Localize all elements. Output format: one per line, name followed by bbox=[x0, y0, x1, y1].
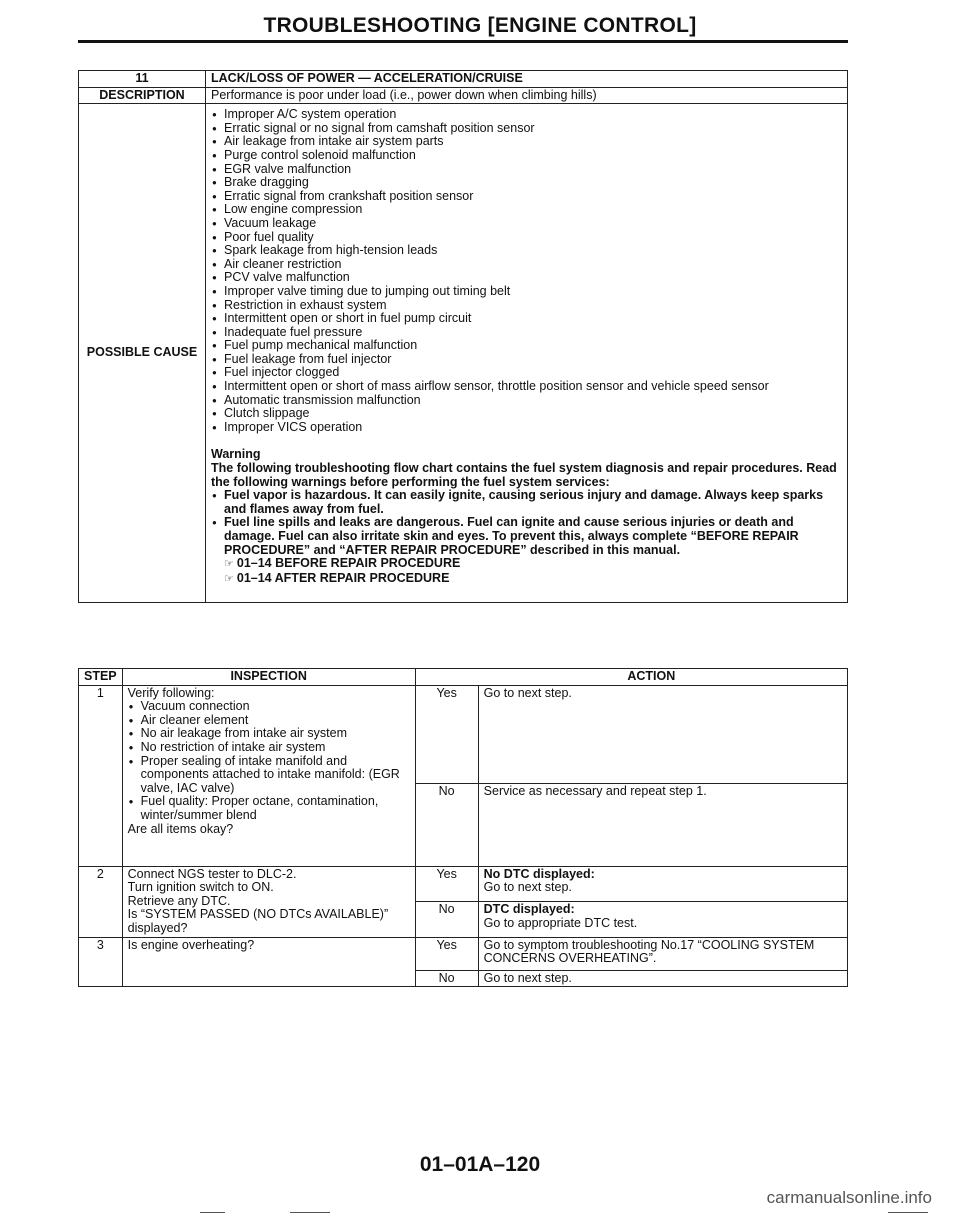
warning-block bbox=[211, 448, 842, 586]
reference-text: 01–14 AFTER REPAIR PROCEDURE bbox=[236, 570, 450, 585]
possible-cause-content bbox=[206, 104, 848, 603]
step-number: 2 bbox=[79, 866, 123, 937]
page-number: 01–01A–120 bbox=[419, 1153, 541, 1176]
list-item: ● Clutch slippage bbox=[211, 407, 842, 421]
pointing-hand-icon: ☞ bbox=[224, 572, 234, 585]
list-item: ● Purge control solenoid malfunction bbox=[211, 149, 842, 163]
no-action bbox=[478, 902, 847, 937]
list-item: ● PCV valve malfunction bbox=[211, 271, 842, 285]
scan-mark bbox=[888, 1212, 928, 1213]
step-row-1 bbox=[79, 685, 848, 783]
list-item: ● Improper A/C system operation bbox=[211, 108, 842, 122]
reference-link bbox=[211, 557, 842, 572]
yes-action: Go to symptom troubleshooting No.17 “COOLING SYSTEM CONCERNS OVERHEATING”. bbox=[478, 937, 847, 970]
list-item: ● No restriction of intake air system bbox=[128, 741, 410, 755]
possible-cause-label bbox=[79, 104, 206, 603]
yes-label: Yes bbox=[415, 937, 478, 970]
watermark: carmanualsonline.info bbox=[766, 1188, 932, 1207]
list-item: ● Fuel line spills and leaks are dangerous. Fuel can ignite and cause serious injuries or death and damage. Fuel can also irritate skin and eyes. To prevent this, always complete “BEFORE REPAIR PROCEDURE” and “AFTER REPAIR PROCEDURE” described in this manual. bbox=[211, 516, 842, 557]
no-action-title: DTC displayed: bbox=[483, 902, 575, 917]
step-inspection: Is engine overheating? bbox=[122, 937, 415, 987]
description-row bbox=[79, 87, 848, 104]
problem-title-row bbox=[79, 71, 848, 88]
list-item: ● No air leakage from intake air system bbox=[128, 727, 410, 741]
list-item: ● Air cleaner restriction bbox=[211, 258, 842, 272]
warning-list bbox=[211, 489, 842, 557]
description-label: DESCRIPTION bbox=[79, 87, 206, 104]
problem-table bbox=[78, 70, 848, 603]
warning-title: Warning bbox=[211, 447, 261, 462]
list-item: ● Poor fuel quality bbox=[211, 231, 842, 245]
list-item: ● Inadequate fuel pressure bbox=[211, 326, 842, 340]
warning-intro: The following troubleshooting flow chart contains the fuel system diagnosis and repair procedures. Read the following warnings before performing the fuel system services: bbox=[211, 461, 837, 489]
yes-action-text: Go to next step. bbox=[483, 880, 572, 895]
step-row-2 bbox=[79, 866, 848, 901]
list-item: ● Fuel leakage from fuel injector bbox=[211, 353, 842, 367]
list-item: ● Intermittent open or short of mass airflow sensor, throttle position sensor and vehicle speed sensor bbox=[211, 380, 842, 394]
list-item: ● Fuel quality: Proper octane, contamination, winter/summer blend bbox=[128, 795, 410, 822]
list-item: ● Improper valve timing due to jumping out timing belt bbox=[211, 285, 842, 299]
reference-text: 01–14 BEFORE REPAIR PROCEDURE bbox=[236, 556, 461, 571]
list-item: ● Erratic signal or no signal from camshaft position sensor bbox=[211, 122, 842, 136]
no-label: No bbox=[415, 783, 478, 866]
list-item: ● Brake dragging bbox=[211, 176, 842, 190]
scan-mark bbox=[290, 1212, 330, 1213]
inspection-list bbox=[128, 700, 410, 822]
no-action-text: Go to appropriate DTC test. bbox=[483, 915, 638, 930]
inspection-line: Connect NGS tester to DLC-2. bbox=[127, 866, 297, 881]
inspection-question: Are all items okay? bbox=[127, 821, 234, 836]
cause-list bbox=[211, 108, 842, 434]
list-item: ● Restriction in exhaust system bbox=[211, 299, 842, 313]
step-row-3 bbox=[79, 937, 848, 970]
list-item: ● Intermittent open or short in fuel pump circuit bbox=[211, 312, 842, 326]
step-number: 1 bbox=[79, 685, 123, 866]
list-item: ● Air cleaner element bbox=[128, 714, 410, 728]
problem-title: LACK/LOSS OF POWER — ACCELERATION/CRUISE bbox=[206, 71, 848, 88]
scan-mark bbox=[200, 1212, 225, 1213]
title-rule bbox=[78, 40, 848, 43]
inspection-header-row bbox=[79, 669, 848, 686]
list-item: ● Erratic signal from crankshaft position sensor bbox=[211, 190, 842, 204]
yes-label: Yes bbox=[415, 685, 478, 783]
inspection-header: INSPECTION bbox=[122, 669, 415, 686]
description-text: Performance is poor under load (i.e., power down when climbing hills) bbox=[206, 87, 848, 104]
step-header: STEP bbox=[79, 669, 123, 686]
reference-list bbox=[211, 557, 842, 586]
list-item: ● Fuel pump mechanical malfunction bbox=[211, 339, 842, 353]
no-action: Go to next step. bbox=[478, 970, 847, 987]
step-number: 3 bbox=[79, 937, 123, 987]
no-action: Service as necessary and repeat step 1. bbox=[478, 783, 847, 866]
inspection-line: Is “SYSTEM PASSED (NO DTCs AVAILABLE)” displayed? bbox=[127, 907, 389, 935]
inspection-line: Retrieve any DTC. bbox=[127, 893, 231, 908]
step-inspection bbox=[122, 685, 415, 866]
pointing-hand-icon: ☞ bbox=[224, 558, 234, 571]
page-title: TROUBLESHOOTING [ENGINE CONTROL] bbox=[263, 14, 697, 37]
action-header-text: ACTION bbox=[627, 669, 676, 683]
list-item: ● Proper sealing of intake manifold and components attached to intake manifold: (EGR valve, IAC valve) bbox=[128, 755, 410, 796]
step-inspection bbox=[122, 866, 415, 937]
list-item: ● Vacuum connection bbox=[128, 700, 410, 714]
inspection-table bbox=[78, 668, 848, 987]
yes-action-title: No DTC displayed: bbox=[483, 866, 595, 881]
yes-action bbox=[478, 866, 847, 901]
list-item: ● EGR valve malfunction bbox=[211, 163, 842, 177]
no-label: No bbox=[415, 902, 478, 937]
inspection-line: Turn ignition switch to ON. bbox=[127, 880, 274, 895]
possible-cause-label-text: POSSIBLE CAUSE bbox=[86, 345, 198, 360]
possible-cause-row bbox=[79, 104, 848, 603]
reference-link bbox=[211, 572, 842, 587]
list-item: ● Automatic transmission malfunction bbox=[211, 394, 842, 408]
action-header bbox=[415, 669, 847, 686]
inspection-intro: Verify following: bbox=[127, 685, 215, 700]
yes-label: Yes bbox=[415, 866, 478, 901]
list-item: ● Spark leakage from high-tension leads bbox=[211, 244, 842, 258]
yes-action: Go to next step. bbox=[478, 685, 847, 783]
list-item: ● Fuel vapor is hazardous. It can easily ignite, causing serious injury and damage. Always keep sparks and flames away from fuel. bbox=[211, 489, 842, 516]
no-label: No bbox=[415, 970, 478, 987]
list-item: ● Low engine compression bbox=[211, 203, 842, 217]
list-item: ● Vacuum leakage bbox=[211, 217, 842, 231]
list-item: ● Fuel injector clogged bbox=[211, 366, 842, 380]
list-item: ● Improper VICS operation bbox=[211, 421, 842, 435]
list-item: ● Air leakage from intake air system parts bbox=[211, 135, 842, 149]
problem-number: 11 bbox=[79, 71, 206, 88]
